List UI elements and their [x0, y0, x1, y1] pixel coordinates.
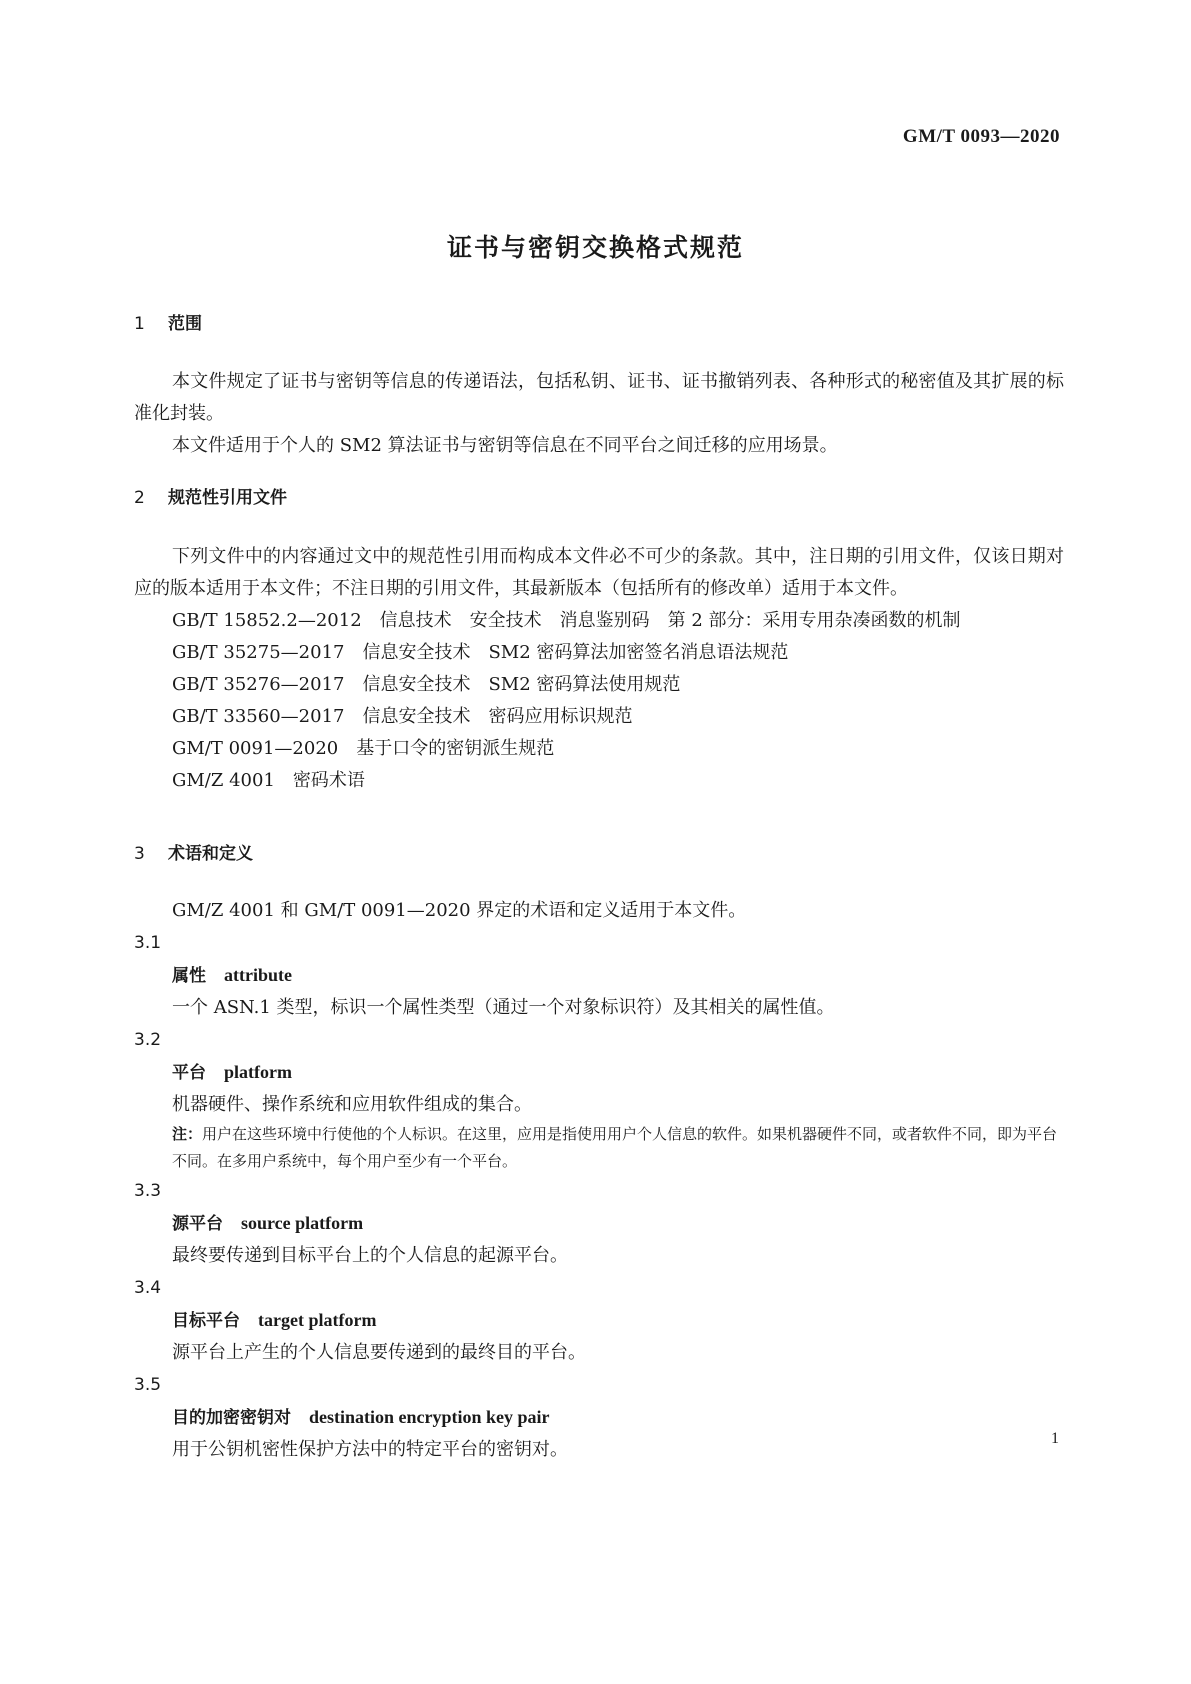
term-number: 3.2	[134, 1030, 162, 1050]
page-number: 1	[1051, 1430, 1059, 1447]
term-definition: 源平台上产生的个人信息要传递到的最终目的平台。	[172, 1342, 586, 1363]
term-entry	[134, 1024, 1064, 1175]
reference-item: GM/Z 4001 密码术语	[172, 770, 365, 791]
reference-item: GM/T 0091—2020 基于口令的密钥派生规范	[172, 738, 555, 759]
term-en: target platform	[258, 1310, 377, 1330]
term-zh: 平台	[172, 1063, 206, 1083]
paragraph: 下列文件中的内容通过文中的规范性引用而构成本文件必不可少的条款。其中，注日期的引用文件，仅该日期对应的版本适用于本文件；不注日期的引用文件，其最新版本（包括所有的修改单）适用于本文件。	[134, 546, 1064, 599]
term-number: 3.5	[134, 1375, 162, 1395]
term-en: source platform	[241, 1213, 364, 1233]
paragraph: 本文件适用于个人的 SM2 算法证书与密钥等信息在不同平台之间迁移的应用场景。	[172, 435, 838, 456]
term-entry	[134, 1369, 1064, 1466]
term-name	[134, 959, 1064, 992]
section-title: 规范性引用文件	[168, 488, 287, 508]
page-title: 证书与密钥交换格式规范	[446, 233, 744, 262]
section-heading	[134, 842, 1064, 866]
term-zh: 目标平台	[172, 1311, 240, 1331]
term-definition: 最终要传递到目标平台上的个人信息的起源平台。	[172, 1245, 568, 1266]
section-title: 范围	[168, 314, 202, 334]
term-number: 3.1	[134, 933, 162, 953]
term-name	[134, 1401, 1064, 1434]
document-code: GM/T 0093—2020	[902, 126, 1060, 147]
paragraph: 本文件规定了证书与密钥等信息的传递语法，包括私钥、证书、证书撤销列表、各种形式的秘密值及其扩展的标准化封装。	[134, 371, 1064, 424]
term-number: 3.4	[134, 1278, 162, 1298]
term-en: attribute	[224, 965, 292, 985]
section-scope-body	[134, 366, 1064, 462]
term-name	[134, 1304, 1064, 1337]
term-zh: 目的加密密钥对	[172, 1408, 291, 1428]
section-terms	[134, 842, 1064, 866]
section-scope	[134, 312, 1064, 336]
term-name	[134, 1056, 1064, 1089]
section-normative-references	[134, 486, 1064, 510]
section-heading	[134, 312, 1064, 336]
term-definition: 机器硬件、操作系统和应用软件组成的集合。	[172, 1094, 532, 1115]
section-references-body	[134, 541, 1064, 797]
term-definition: 用于公钥机密性保护方法中的特定平台的密钥对。	[172, 1439, 568, 1460]
term-zh: 属性	[172, 966, 206, 986]
section-number: 2	[134, 488, 145, 508]
term-definition: 一个 ASN.1 类型，标识一个属性类型（通过一个对象标识符）及其相关的属性值。	[172, 997, 835, 1018]
reference-item: GB/T 35276—2017 信息安全技术 SM2 密码算法使用规范	[172, 674, 681, 695]
section-heading	[134, 486, 1064, 510]
section-number: 3	[134, 844, 145, 864]
reference-item: GB/T 15852.2—2012 信息技术 安全技术 消息鉴别码 第 2 部分：采用专用杂凑函数的机制	[172, 610, 961, 631]
note-label: 注：	[172, 1125, 203, 1143]
term-note	[134, 1121, 1064, 1175]
reference-item: GB/T 35275—2017 信息安全技术 SM2 密码算法加密签名消息语法规范	[172, 642, 789, 663]
term-entry	[134, 1272, 1064, 1369]
section-title: 术语和定义	[168, 844, 253, 864]
paragraph: GM/Z 4001 和 GM/T 0091—2020 界定的术语和定义适用于本文件。	[172, 900, 747, 921]
term-en: destination encryption key pair	[309, 1407, 550, 1427]
term-entry	[134, 1175, 1064, 1272]
term-name	[134, 1207, 1064, 1240]
term-entry	[134, 927, 1064, 1024]
note-text: 用户在这些环境中行使他的个人标识。在这里，应用是指使用用户个人信息的软件。如果机器硬件不同，或者软件不同，即为平台不同。在多用户系统中，每个用户至少有一个平台。	[172, 1125, 1058, 1170]
section-terms-body	[134, 895, 1064, 1466]
term-number: 3.3	[134, 1181, 162, 1201]
term-en: platform	[224, 1062, 292, 1082]
section-number: 1	[134, 314, 145, 334]
reference-item: GB/T 33560—2017 信息安全技术 密码应用标识规范	[172, 706, 633, 727]
term-zh: 源平台	[172, 1214, 223, 1234]
